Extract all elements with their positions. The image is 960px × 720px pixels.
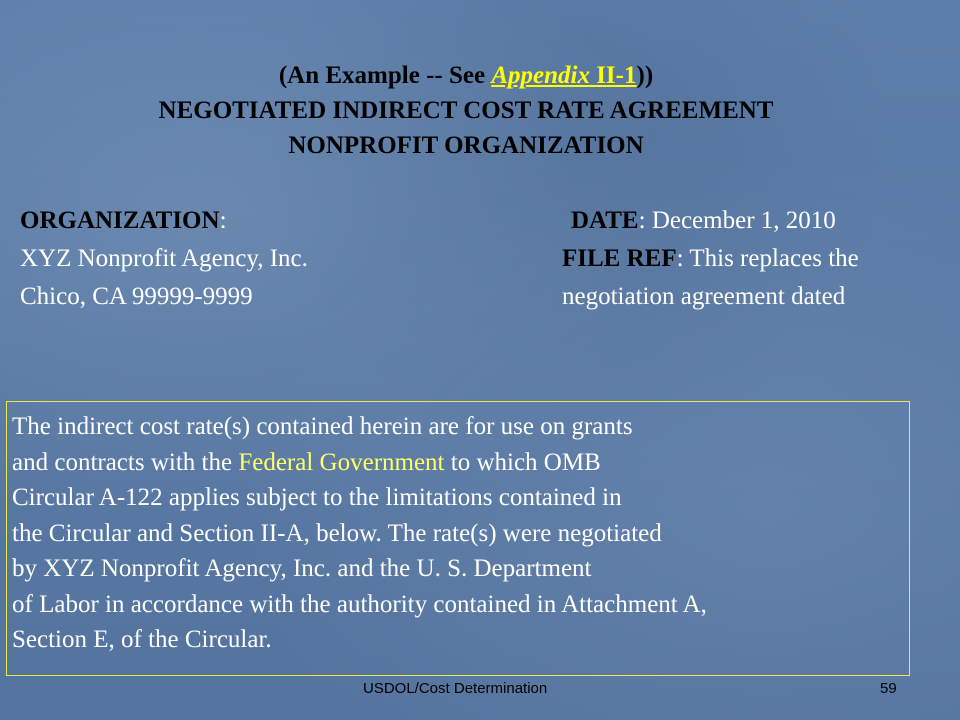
organization-address: Chico, CA 99999-9999: [20, 283, 253, 310]
slide-footer: [0, 680, 960, 700]
rate-usage-notice: [6, 401, 910, 676]
notice-line-3: Circular A-122 applies subject to the limitations contained in: [12, 484, 622, 511]
footer-title: USDOL/Cost Determination: [363, 680, 548, 697]
notice-line-5: by XYZ Nonprofit Agency, Inc. and the U. S. Department: [12, 555, 592, 582]
agreement-title: NEGOTIATED INDIRECT COST RATE AGREEMENT: [158, 97, 774, 124]
example-reference: (An Example -- See Appendix II-1)): [278, 62, 654, 89]
organization-info: ORGANIZATION: XYZ Nonprofit Agency, Inc. Chico, CA 99999-9999: [20, 202, 308, 316]
notice-line-1: The indirect cost rate(s) contained herein are for use on grants: [12, 413, 633, 440]
appendix-link[interactable]: Appendix II-1: [491, 62, 637, 89]
date-value: December 1, 2010: [645, 207, 836, 234]
file-ref-value: This replaces the: [683, 245, 859, 272]
organization-name: XYZ Nonprofit Agency, Inc.: [20, 245, 308, 272]
notice-line-7: Section E, of the Circular.: [12, 626, 272, 653]
organization-label: ORGANIZATION: [20, 207, 220, 234]
federal-government-highlight: Federal Government: [238, 448, 445, 476]
date-file-info: DATE: December 1, 2010 FILE REF: This replaces the negotiation agreement dated: [562, 202, 859, 316]
notice-line-4: the Circular and Section II-A, below. The rate(s) were negotiated: [12, 519, 662, 547]
date-label: DATE: [571, 207, 639, 234]
page-number: 59: [880, 680, 897, 697]
organization-type: NONPROFIT ORGANIZATION: [288, 132, 644, 159]
notice-line-6: of Labor in accordance with the authority contained in Attachment A,: [12, 590, 707, 618]
file-ref-continuation: negotiation agreement dated: [562, 283, 846, 310]
notice-line-2: and contracts with the Federal Government to which OMB: [12, 448, 601, 476]
file-ref-label: FILE REF: [562, 245, 677, 272]
slide-title: [0, 58, 932, 163]
